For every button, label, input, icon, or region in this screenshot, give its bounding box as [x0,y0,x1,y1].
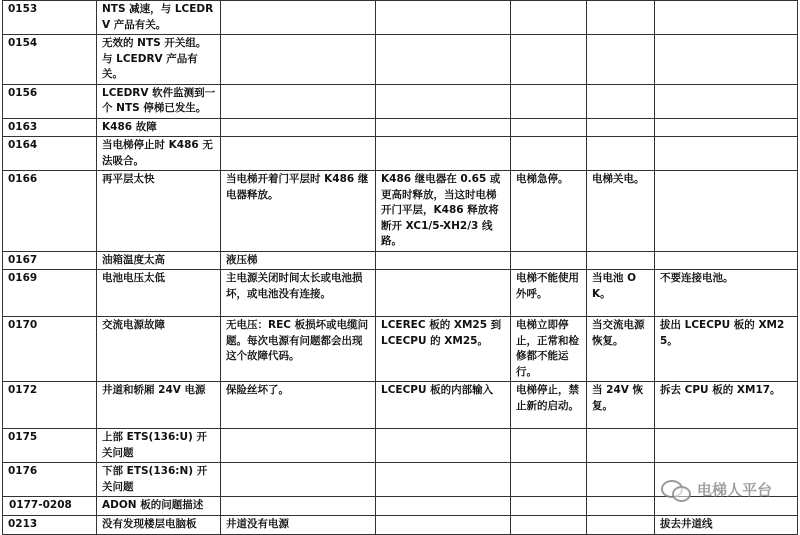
table-cell [376,251,511,270]
table-cell [376,137,511,171]
fault-code-cell: 0154 [3,35,97,85]
table-cell [511,251,587,270]
table-row [3,429,798,463]
table-cell [655,35,798,85]
table-cell: 电梯立即停止，正常和检修都不能运行。 [511,317,587,382]
table-cell [511,463,587,497]
table-cell [376,1,511,35]
table-cell: 当电池 OK。 [587,270,655,317]
fault-code-cell: 0164 [3,137,97,171]
fault-description-cell: ADON 板的问题描述 [97,497,221,516]
table-cell: 电梯不能使用外呼。 [511,270,587,317]
table-cell [511,515,587,534]
fault-description-cell: 当电梯停止时 K486 无法吸合。 [97,137,221,171]
table-cell: 保险丝坏了。 [221,382,376,429]
table-cell [655,251,798,270]
table-cell [511,118,587,137]
fault-description-cell: 没有发现楼层电脑板 [97,515,221,534]
fault-code-table [2,0,798,535]
fault-description-cell: K486 故障 [97,118,221,137]
fault-code-cell: 0166 [3,171,97,252]
table-cell [376,118,511,137]
fault-description-cell: 再平层太快 [97,171,221,252]
table-cell [587,118,655,137]
table-cell: 电梯停止，禁止新的启动。 [511,382,587,429]
fault-code-cell: 0177-0208 [3,497,97,516]
table-cell [511,497,587,516]
table-cell: 主电源关闭时间太长或电池损坏，或电池没有连接。 [221,270,376,317]
table-cell [511,1,587,35]
table-cell [221,1,376,35]
table-cell [376,515,511,534]
table-cell [587,429,655,463]
fault-code-cell: 0170 [3,317,97,382]
table-cell: K486 继电器在 0.65 或更高时释放，当这时电梯开门平层，K486 释放将断开 XC1/5-XH2/3 线路。 [376,171,511,252]
fault-code-cell: 0163 [3,118,97,137]
table-cell [221,118,376,137]
table-cell [655,1,798,35]
fault-code-cell: 0167 [3,251,97,270]
table-row [3,515,798,534]
table-cell [376,270,511,317]
table-cell [221,84,376,118]
table-row [3,1,798,35]
fault-code-cell: 0176 [3,463,97,497]
table-cell [655,171,798,252]
table-cell [376,84,511,118]
table-row [3,137,798,171]
fault-description-cell: 上部 ETS(136:U) 开关问题 [97,429,221,463]
table-cell: 当交流电源恢复。 [587,317,655,382]
table-cell: 电梯急停。 [511,171,587,252]
table-cell [221,137,376,171]
table-cell: 电梯关电。 [587,171,655,252]
watermark-text: 电梯人平台 [696,480,772,499]
table-cell: LCEREC 板的 XM25 到 LCECPU 的 XM25。 [376,317,511,382]
table-cell [221,429,376,463]
table-cell [511,84,587,118]
table-cell [587,1,655,35]
table-cell [587,137,655,171]
table-cell [221,463,376,497]
table-cell: 当 24V 恢复。 [587,382,655,429]
table-row [3,317,798,382]
fault-description-cell: 交流电源故障 [97,317,221,382]
table-cell [587,515,655,534]
table-body [3,1,798,535]
fault-description-cell: LCEDRV 软件监测到一个 NTS 停梯已发生。 [97,84,221,118]
table-cell [587,463,655,497]
table-cell [587,35,655,85]
fault-description-cell: 无效的 NTS 开关组。与 LCEDRV 产品有关。 [97,35,221,85]
table-cell: LCECPU 板的内部输入 [376,382,511,429]
table-cell [221,497,376,516]
table-row [3,251,798,270]
table-cell: 拆去 CPU 板的 XM17。 [655,382,798,429]
table-cell [376,497,511,516]
table-row [3,84,798,118]
table-cell [376,429,511,463]
fault-code-cell: 0175 [3,429,97,463]
table-cell [511,429,587,463]
watermark [661,478,772,500]
fault-code-cell: 0156 [3,84,97,118]
table-row [3,382,798,429]
table-cell [376,35,511,85]
table-cell: 液压梯 [221,251,376,270]
table-cell [655,429,798,463]
table-row [3,171,798,252]
table-cell [376,463,511,497]
table-cell: 拔出 LCECPU 板的 XM25。 [655,317,798,382]
fault-description-cell: 电池电压太低 [97,270,221,317]
table-cell: 无电压：REC 板损坏或电缆问题。每次电源有问题都会出现这个故障代码。 [221,317,376,382]
table-cell: 当电梯开着门平层时 K486 继电器释放。 [221,171,376,252]
fault-code-cell: 0153 [3,1,97,35]
fault-code-cell: 0169 [3,270,97,317]
table-cell: 不要连接电池。 [655,270,798,317]
fault-description-cell: NTS 减速，与 LCEDRV 产品有关。 [97,1,221,35]
table-cell [655,137,798,171]
table-cell [587,497,655,516]
fault-code-cell: 0172 [3,382,97,429]
table-cell [587,251,655,270]
table-cell [587,84,655,118]
table-cell [655,118,798,137]
table-cell [655,84,798,118]
table-cell: 井道没有电源 [221,515,376,534]
table-row [3,270,798,317]
fault-code-cell: 0213 [3,515,97,534]
table-cell [221,35,376,85]
table-row [3,118,798,137]
fault-description-cell: 油箱温度太高 [97,251,221,270]
fault-description-cell: 下部 ETS(136:N) 开关问题 [97,463,221,497]
table-cell: 拔去井道线 [655,515,798,534]
fault-description-cell: 井道和轿厢 24V 电源 [97,382,221,429]
table-cell [511,137,587,171]
wechat-icon [661,478,691,500]
table-cell [511,35,587,85]
table-row [3,35,798,85]
